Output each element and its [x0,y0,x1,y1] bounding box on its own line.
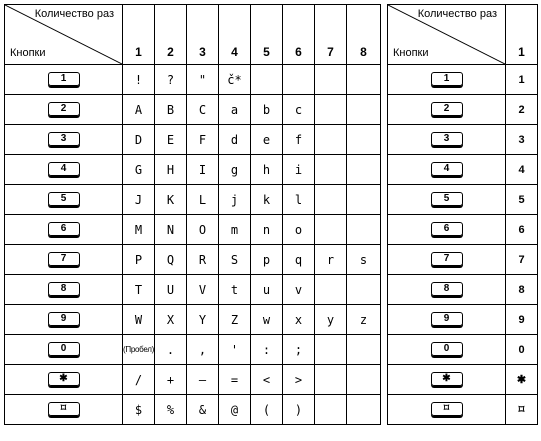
char-cell: w [251,305,283,335]
char-cell [315,365,347,395]
key-cell [5,215,123,245]
char-cell: h [251,155,283,185]
column-number: 5 [251,5,283,65]
keys-label: Кнопки [10,47,46,59]
key-cell [388,275,506,305]
key-cell [5,305,123,335]
char-cell: ( [251,395,283,425]
char-cell: p [251,245,283,275]
keypad-key-icon: 5 [431,192,463,206]
character-table [4,4,381,425]
char-cell: M [123,215,155,245]
char-cell: ; [283,335,315,365]
keypad-key-icon: 1 [48,72,80,86]
char-cell: < [251,365,283,395]
header-corner [5,5,123,65]
key-cell [5,65,123,95]
key-cell [388,395,506,425]
table-row [5,245,381,275]
column-number: 4 [219,5,251,65]
key-cell [5,245,123,275]
key-cell [388,305,506,335]
key-cell [388,185,506,215]
digit-cell: 4 [506,155,538,185]
keypad-key-icon: 7 [48,252,80,266]
char-cell: ? [155,65,187,95]
char-cell: & [187,395,219,425]
char-cell [251,65,283,95]
keys-label: Кнопки [393,47,429,59]
keypad-key-icon: 4 [431,162,463,176]
char-cell: C [187,95,219,125]
char-cell: f [283,125,315,155]
column-number: 1 [506,5,538,65]
char-cell: L [187,185,219,215]
char-cell: @ [219,395,251,425]
digit-cell: 8 [506,275,538,305]
char-cell: g [219,155,251,185]
char-cell: s [347,245,381,275]
digit-cell: 2 [506,95,538,125]
char-cell: Q [155,245,187,275]
header-row [388,5,538,65]
char-cell [315,125,347,155]
table-row [5,395,381,425]
char-cell: i [283,155,315,185]
table-row [388,185,538,215]
keypad-key-icon: 2 [48,102,80,116]
char-cell: F [187,125,219,155]
char-cell: W [123,305,155,335]
char-cell: K [155,185,187,215]
digit-cell: 5 [506,185,538,215]
keypad-key-icon: 5 [48,192,80,206]
char-cell: o [283,215,315,245]
table-row [5,215,381,245]
char-cell: . [155,335,187,365]
char-cell: J [123,185,155,215]
header-row [5,5,381,65]
key-cell [5,185,123,215]
char-cell: b [251,95,283,125]
char-cell: e [251,125,283,155]
char-cell: " [187,65,219,95]
char-cell: j [219,185,251,215]
table-row [5,305,381,335]
key-cell [5,275,123,305]
char-cell: — [187,365,219,395]
key-cell [388,65,506,95]
table-row [388,305,538,335]
char-cell [315,155,347,185]
table-row [5,365,381,395]
char-cell [315,275,347,305]
column-number: 7 [315,5,347,65]
char-cell: , [187,335,219,365]
char-cell [315,185,347,215]
char-cell: (Пробел) [123,335,155,365]
keypad-key-icon: 0 [48,342,80,356]
table-row [388,275,538,305]
char-cell: q [283,245,315,275]
keypad-key-icon: ✱ [431,372,463,386]
char-cell [347,395,381,425]
char-cell: d [219,125,251,155]
press-count-label: Количество раз [34,8,114,20]
char-cell [283,65,315,95]
keypad-key-icon: 6 [431,222,463,236]
char-cell: : [251,335,283,365]
digit-cell: 3 [506,125,538,155]
char-cell: H [155,155,187,185]
column-number: 2 [155,5,187,65]
char-cell: l [283,185,315,215]
char-cell: z [347,305,381,335]
table-row [388,335,538,365]
char-cell: O [187,215,219,245]
char-cell: E [155,125,187,155]
table-row [5,335,381,365]
keypad-key-icon: 3 [431,132,463,146]
char-cell: ! [123,65,155,95]
table-row [388,215,538,245]
char-cell [347,155,381,185]
key-cell [388,155,506,185]
digit-cell: 0 [506,335,538,365]
keypad-key-icon: ⌑ [48,402,80,416]
key-cell [388,245,506,275]
char-cell: u [251,275,283,305]
keypad-key-icon: 9 [48,312,80,326]
table-row [5,275,381,305]
table-row [388,365,538,395]
char-cell: / [123,365,155,395]
keypad-key-icon: 8 [431,282,463,296]
char-cell: > [283,365,315,395]
table-row [5,125,381,155]
table-row [5,65,381,95]
char-cell: V [187,275,219,305]
column-number: 8 [347,5,381,65]
keypad-key-icon: 9 [431,312,463,326]
key-cell [5,155,123,185]
char-cell [347,185,381,215]
char-cell: x [283,305,315,335]
char-cell [347,95,381,125]
char-cell: D [123,125,155,155]
table-row [388,155,538,185]
char-cell: ) [283,395,315,425]
char-cell [315,65,347,95]
digit-cell: 7 [506,245,538,275]
table-row [388,125,538,155]
key-cell [5,365,123,395]
keypad-key-icon: 4 [48,162,80,176]
keypad-key-icon: 0 [431,342,463,356]
char-cell [347,335,381,365]
column-number: 6 [283,5,315,65]
key-cell [388,335,506,365]
keypad-key-icon: 2 [431,102,463,116]
char-cell: ' [219,335,251,365]
key-cell [5,335,123,365]
table-row [388,65,538,95]
header-corner [388,5,506,65]
key-cell [388,95,506,125]
char-cell: y [315,305,347,335]
char-cell: G [123,155,155,185]
char-cell: R [187,245,219,275]
digit-cell: 1 [506,65,538,95]
table-row [388,395,538,425]
char-cell: c [283,95,315,125]
char-cell: k [251,185,283,215]
char-cell: = [219,365,251,395]
table-row [388,95,538,125]
char-cell: A [123,95,155,125]
char-cell [347,215,381,245]
char-cell: % [155,395,187,425]
char-cell [347,365,381,395]
digit-cell: ✱ [506,365,538,395]
char-cell [315,335,347,365]
table-row [388,245,538,275]
char-cell: m [219,215,251,245]
keypad-key-icon: 8 [48,282,80,296]
char-cell: Y [187,305,219,335]
char-cell: B [155,95,187,125]
keypad-key-icon: ⌑ [431,402,463,416]
key-cell [5,125,123,155]
press-count-label: Количество раз [417,8,497,20]
char-cell: I [187,155,219,185]
table-row [5,95,381,125]
digit-cell: ⌑ [506,395,538,425]
char-cell: a [219,95,251,125]
char-cell: č* [219,65,251,95]
column-number: 1 [123,5,155,65]
keypad-key-icon: 7 [431,252,463,266]
char-cell: N [155,215,187,245]
char-cell: $ [123,395,155,425]
key-cell [388,365,506,395]
keypad-key-icon: 1 [431,72,463,86]
char-cell: n [251,215,283,245]
keypad-key-icon: 3 [48,132,80,146]
char-cell [315,395,347,425]
keypad-key-icon: ✱ [48,372,80,386]
char-cell [315,215,347,245]
table-row [5,185,381,215]
char-cell: T [123,275,155,305]
key-cell [388,125,506,155]
char-cell: t [219,275,251,305]
char-cell [347,275,381,305]
keypad-key-icon: 6 [48,222,80,236]
table-row [5,155,381,185]
digit-cell: 9 [506,305,538,335]
numeric-table [387,4,538,425]
char-cell: + [155,365,187,395]
char-cell: S [219,245,251,275]
key-cell [388,215,506,245]
char-cell [347,65,381,95]
char-cell [347,125,381,155]
digit-cell: 6 [506,215,538,245]
char-cell: U [155,275,187,305]
char-cell: Z [219,305,251,335]
char-cell: P [123,245,155,275]
key-cell [5,95,123,125]
char-cell: v [283,275,315,305]
char-cell [315,95,347,125]
column-number: 3 [187,5,219,65]
key-cell [5,395,123,425]
char-cell: r [315,245,347,275]
char-cell: X [155,305,187,335]
